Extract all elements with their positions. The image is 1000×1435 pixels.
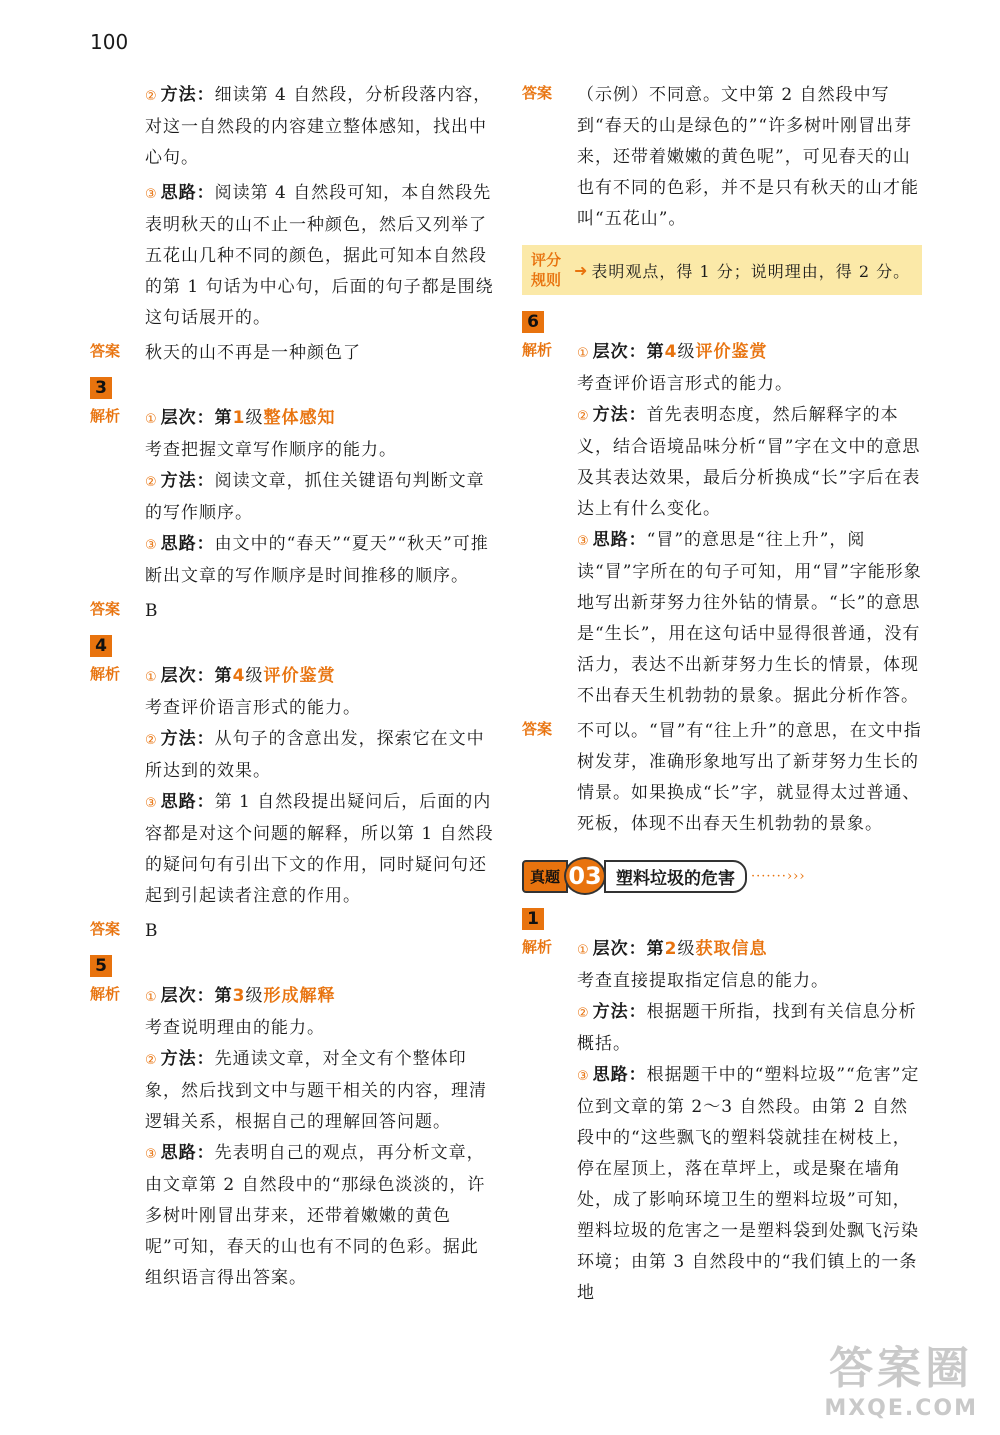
page-number: 100	[90, 30, 129, 54]
level-label: 层次	[592, 342, 629, 362]
answer-label: 答案	[90, 600, 121, 618]
method-label: 方法	[592, 1002, 629, 1022]
s1-idea-text: 根据题干中的“塑料垃圾”“危害”定位到文章的第 2～3 自然段。由第 2 自然段中的“这些飘飞的塑料袋就挂在树枝上，停在屋顶上，落在草坪上，或是聚在墙角处，成了影响环境卫生的塑料垃圾”可知，塑料垃圾的危害之一是塑料袋到处飘飞污染环境；由第 3 自然段中的“我们镇上的一条地	[577, 1065, 920, 1303]
circled-2-icon: ②	[577, 1006, 590, 1021]
circled-1-icon: ①	[145, 412, 158, 427]
s1-method-text: 根据题干所指，找到有关信息分析概括。	[577, 1002, 917, 1054]
q2-method-text: 细读第 4 自然段，分析段落内容，对这一自然段的内容建立整体感知，找出中心句。	[145, 85, 492, 168]
banner-tag: 真题	[522, 860, 568, 893]
circled-1-icon: ①	[145, 670, 158, 685]
circled-1-icon: ①	[577, 346, 590, 361]
q4-level-name: 评价鉴赏	[263, 666, 336, 686]
q2-answer-text: 秋天的山不再是一种颜色了	[145, 343, 361, 363]
level-label: 层次	[160, 666, 197, 686]
circled-3-icon: ③	[577, 534, 590, 549]
q2-answer-block	[90, 338, 495, 369]
q4-answer-text: B	[145, 921, 159, 941]
circled-3-icon: ③	[577, 1069, 590, 1084]
q6-answer-block	[522, 716, 922, 840]
scoring-rule-text: 表明观点，得 1 分；说明理由，得 2 分。	[591, 261, 911, 281]
scoring-tag-line1: 评分	[530, 251, 561, 269]
s1-level-number: 2	[664, 939, 678, 959]
circled-1-icon: ①	[145, 990, 158, 1005]
q3-analysis-block: 解析 ① 层次：第1级整体感知 考查把握文章写作顺序的能力。 ② 方法：阅读文章，抓住关键语句判断文章的写作顺序。 ③ 思路：由文中的“春天”“夏天”“秋天”可推断出文章的写作顺序是时间推移的顺序。	[90, 403, 495, 592]
circled-3-icon: ③	[145, 1147, 158, 1162]
q4-analysis-block: 解析 ① 层次：第4级评价鉴赏 考查评价语言形式的能力。 ② 方法：从句子的含意出发，探索它在文中所达到的效果。 ③ 思路：第 1 自然段提出疑问后，后面的内容都是对这个问题的解释，所以第 1 自然段的疑问句有引出下文的作用，同时疑问句还起到引起读者注意的作用。	[90, 661, 495, 912]
answer-label: 答案	[90, 342, 121, 360]
idea-label: 思路	[160, 534, 197, 554]
scoring-tag-line2: 规则	[530, 271, 561, 289]
level-label: 层次	[592, 939, 629, 959]
analysis-label: 解析	[90, 665, 121, 683]
answer-label: 答案	[522, 720, 553, 738]
scoring-rule-box	[522, 245, 922, 295]
method-label: 方法	[160, 85, 197, 105]
s1-analysis-block: 解析 ① 层次：第2级获取信息 考查直接提取指定信息的能力。 ② 方法：根据题干所指，找到有关信息分析概括。 ③ 思路：根据题干中的“塑料垃圾”“危害”定位到文章的第 2～3 自然段。由第 2 自然段中的“这些飘飞的塑料袋就挂在树枝上，停在屋顶上，落在草坪上，或是聚在墙角处，成了影响环境卫生的塑料垃圾”可知，塑料垃圾的危害之一是塑料袋到处飘飞污染环境；由第 3 自然段中的“我们镇上的一条地	[522, 934, 922, 1309]
q2-idea-block: ③ 思路：阅读第 4 自然段可知，本自然段先表明秋天的山不止一种颜色，然后又列举了五花山几种不同的颜色，据此可知本自然段的第 1 句话为中心句，后面的句子都是围绕这句话展开的。	[90, 178, 495, 334]
idea-label: 思路	[160, 792, 197, 812]
q5-answer-block	[522, 80, 922, 235]
idea-label: 思路	[160, 183, 197, 203]
watermark	[824, 1332, 978, 1421]
watermark-logo: 答案圈	[829, 1343, 974, 1394]
q5-answer-text: （示例）不同意。文中第 2 自然段中写到“春天的山是绿色的”“许多树叶刚冒出芽来，还带着嫩嫩的黄色呢”，可见春天的山也有不同的色彩，并不是只有秋天的山才能叫“五花山”。	[577, 85, 919, 229]
circled-2-icon: ②	[145, 89, 158, 104]
q4-answer-block	[90, 916, 495, 947]
q6-level-desc: 考查评价语言形式的能力。	[577, 374, 793, 394]
right-column	[522, 80, 922, 1313]
q5-analysis-block: 解析 ① 层次：第3级形成解释 考查说明理由的能力。 ② 方法：先通读文章，对全文有个整体印象，然后找到文中与题干相关的内容，理清逻辑关系，根据自己的理解回答问题。 ③ 思路：先表明自己的观点，再分析文章，由文章第 2 自然段中的“那绿色淡淡的，许多树叶刚冒出芽来，还带着嫩嫩的黄色呢”可知，春天的山也有不同的色彩。据此组织语言得出答案。	[90, 981, 495, 1294]
level-label: 层次	[160, 986, 197, 1006]
idea-label: 思路	[592, 1065, 629, 1085]
watermark-url: MXQE.COM	[824, 1396, 978, 1421]
q4-idea-text: 第 1 自然段提出疑问后，后面的内容都是对这个问题的解释，所以第 1 自然段的疑问句有引出下文的作用，同时疑问句还起到引起读者注意的作用。	[145, 792, 494, 906]
method-label: 方法	[160, 471, 197, 491]
circled-3-icon: ③	[145, 187, 158, 202]
q4-method-text: 从句子的含意出发，探索它在文中所达到的效果。	[145, 729, 485, 781]
s1-level-desc: 考查直接提取指定信息的能力。	[577, 971, 829, 991]
q6-answer-text: 不可以。“冒”有“往上升”的意思，在文中指树发芽，准确形象地写出了新芽努力生长的情景。如果换成“长”字，就显得太过普通、死板，体现不出春天生机勃勃的景象。	[577, 721, 922, 834]
circled-2-icon: ②	[145, 1053, 158, 1068]
q5-level-number: 3	[232, 986, 246, 1006]
banner-title: 塑料垃圾的危害	[604, 860, 747, 893]
question-number-1: 1	[522, 908, 544, 930]
question-number-4: 4	[90, 635, 112, 657]
q5-level-desc: 考查说明理由的能力。	[145, 1018, 325, 1038]
level-label: 层次	[160, 408, 197, 428]
q5-method-text: 先通读文章，对全文有个整体印象，然后找到文中与题干相关的内容，理清逻辑关系，根据自己的理解回答问题。	[145, 1049, 487, 1132]
q3-method-text: 阅读文章，抓住关键语句判断文章的写作顺序。	[145, 471, 485, 523]
q3-level-name: 整体感知	[263, 408, 336, 428]
question-number-3: 3	[90, 377, 112, 399]
q5-level-name: 形成解释	[263, 986, 336, 1006]
circled-3-icon: ③	[145, 538, 158, 553]
circled-3-icon: ③	[145, 796, 158, 811]
q3-idea-text: 由文中的“春天”“夏天”“秋天”可推断出文章的写作顺序是时间推移的顺序。	[145, 534, 489, 586]
method-label: 方法	[160, 1049, 197, 1069]
analysis-label: 解析	[90, 985, 121, 1003]
scoring-rule-tag	[522, 250, 568, 290]
q3-answer-text: B	[145, 601, 159, 621]
section-banner	[522, 858, 922, 894]
q6-method-text: 首先表明态度，然后解释字的本义，结合语境品味分析“冒”字在文中的意思及其表达效果，最后分析换成“长”字后在表达上有什么变化。	[577, 405, 921, 519]
s1-level-name: 获取信息	[695, 939, 768, 959]
q6-level-number: 4	[664, 342, 678, 362]
q6-idea-text: “冒”的意思是“往上升”，阅读“冒”字所在的句子可知，用“冒”字能形象地写出新芽努力往外钻的情景。“长”的意思是“生长”，用在这句话中显得很普通，没有活力，表达不出新芽努力生长的情景，体现不出春天生机勃勃的景象。据此分析作答。	[577, 530, 922, 706]
q5-idea-text: 先表明自己的观点，再分析文章，由文章第 2 自然段中的“那绿色淡淡的，许多树叶刚冒出芽来，还带着嫩嫩的黄色呢”可知，春天的山也有不同的色彩。据此组织语言得出答案。	[145, 1143, 486, 1288]
circled-2-icon: ②	[577, 409, 590, 424]
question-number-6: 6	[522, 311, 544, 333]
q3-answer-block	[90, 596, 495, 627]
q2-idea-text: 阅读第 4 自然段可知，本自然段先表明秋天的山不止一种颜色，然后又列举了五花山几种不同的颜色，据此可知本自然段的第 1 句话为中心句，后面的句子都是围绕这句话展开的。	[145, 183, 494, 328]
answer-label: 答案	[522, 84, 553, 102]
q6-analysis-block: 解析 ① 层次：第4级评价鉴赏 考查评价语言形式的能力。 ② 方法：首先表明态度，然后解释字的本义，结合语境品味分析“冒”字在文中的意思及其表达效果，最后分析换成“长”字后在表达上有什么变化。 ③ 思路：“冒”的意思是“往上升”，阅读“冒”字所在的句子可知，用“冒”字能形象地写出新芽努力往外钻的情景。“长”的意思是“生长”，用在这句话中显得很普通，没有活力，表达不出新芽努力生长的情景，体现不出春天生机勃勃的景象。据此分析作答。	[522, 337, 922, 712]
circled-2-icon: ②	[145, 733, 158, 748]
arrow-right-icon: ➜	[574, 260, 588, 280]
circled-1-icon: ①	[577, 943, 590, 958]
q3-level-desc: 考查把握文章写作顺序的能力。	[145, 440, 397, 460]
analysis-label: 解析	[90, 407, 121, 425]
question-number-5: 5	[90, 955, 112, 977]
banner-number: 03	[564, 857, 606, 895]
q4-level-desc: 考查评价语言形式的能力。	[145, 698, 361, 718]
q6-level-name: 评价鉴赏	[695, 342, 768, 362]
analysis-label: 解析	[522, 938, 553, 956]
q2-method-block: ② 方法：细读第 4 自然段，分析段落内容，对这一自然段的内容建立整体感知，找出中心句。	[90, 80, 495, 174]
analysis-label: 解析	[522, 341, 553, 359]
left-column	[90, 80, 495, 1298]
method-label: 方法	[592, 405, 629, 425]
q3-level-number: 1	[232, 408, 246, 428]
method-label: 方法	[160, 729, 197, 749]
answer-label: 答案	[90, 920, 121, 938]
circled-2-icon: ②	[145, 475, 158, 490]
idea-label: 思路	[592, 530, 629, 550]
banner-arrows-icon: ·······›››	[751, 868, 806, 884]
idea-label: 思路	[160, 1143, 197, 1163]
q4-level-number: 4	[232, 666, 246, 686]
